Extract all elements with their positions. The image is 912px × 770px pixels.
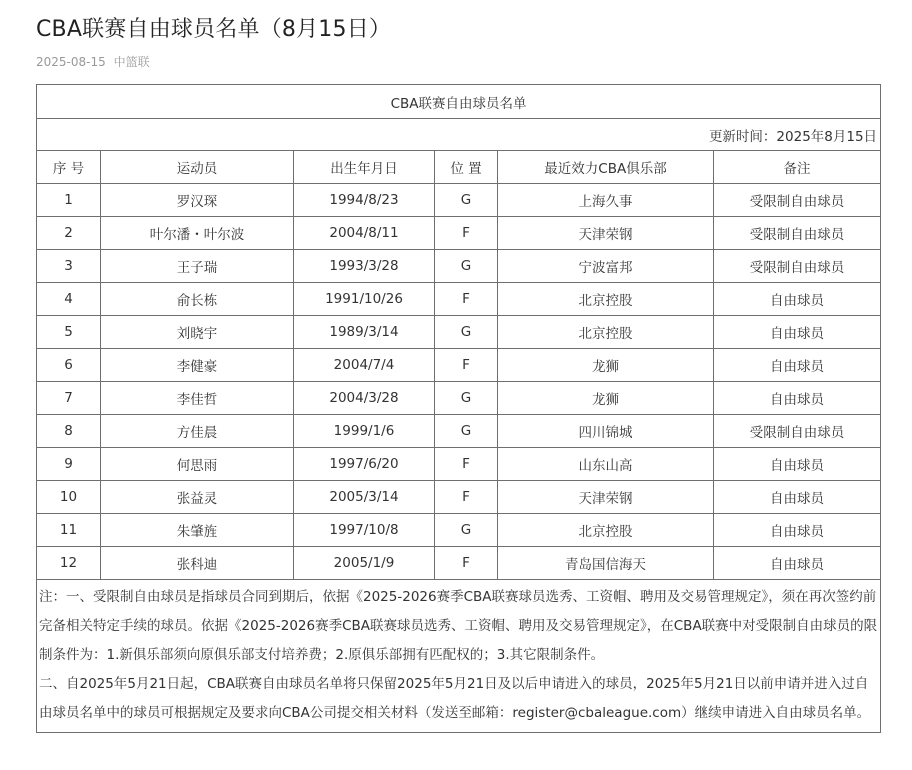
cell-birthdate: 1993/3/28 — [294, 250, 435, 283]
table-row — [37, 316, 881, 349]
cell-last-club: 青岛国信海天 — [498, 547, 714, 580]
cell-player: 张益灵 — [101, 481, 294, 514]
cell-birthdate: 1997/10/8 — [294, 514, 435, 547]
cell-position: G — [435, 382, 498, 415]
table-row — [37, 349, 881, 382]
cell-player: 王子瑞 — [101, 250, 294, 283]
cell-last-club: 北京控股 — [498, 283, 714, 316]
cell-last-club: 北京控股 — [498, 514, 714, 547]
cell-last-club: 龙狮 — [498, 382, 714, 415]
table-row — [37, 382, 881, 415]
note-list-rule: 二、自2025年5月21日起，CBA联赛自由球员名单将只保留2025年5月21日及以后申请进入的球员，2025年5月21日以前申请并进入过自由球员名单中的球员可根据规定及要求向CBA公司提交相关材料（发送至邮箱：register@cbaleague.com）继续申请进入自由球员名单。 — [39, 676, 871, 721]
cell-player: 叶尔潘・叶尔波 — [101, 217, 294, 250]
table-row — [37, 283, 881, 316]
cell-number: 3 — [37, 250, 101, 283]
cell-number: 11 — [37, 514, 101, 547]
table-row — [37, 448, 881, 481]
cell-last-club: 四川锦城 — [498, 415, 714, 448]
table-row — [37, 481, 881, 514]
publish-source: 中篮联 — [113, 55, 150, 69]
table-caption: CBA联赛自由球员名单 — [37, 85, 881, 119]
cell-last-club: 上海久事 — [498, 184, 714, 217]
cell-player: 张科迪 — [101, 547, 294, 580]
cell-birthdate: 1994/8/23 — [294, 184, 435, 217]
cell-last-club: 天津荣钢 — [498, 217, 714, 250]
cell-position: F — [435, 349, 498, 382]
cell-remark: 自由球员 — [714, 349, 881, 382]
cell-remark: 自由球员 — [714, 382, 881, 415]
cell-position: G — [435, 514, 498, 547]
cell-remark: 受限制自由球员 — [714, 184, 881, 217]
column-header-player: 运动员 — [101, 151, 294, 184]
note-restricted-definition: 注：一、受限制自由球员是指球员合同到期后，依据《2025-2026赛季CBA联赛球员选秀、工资帽、聘用及交易管理规定》，须在再次签约前完备相关特定手续的球员。依据《2025-2026赛季CBA联赛球员选秀、工资帽、聘用及交易管理规定》，在CBA联赛中对受限制自由球员的限制条件为：1.新俱乐部须向原俱乐部支付培养费；2.原俱乐部拥有匹配权的；3.其它限制条件。 — [39, 589, 878, 663]
cell-player: 方佳晨 — [101, 415, 294, 448]
cell-position: G — [435, 415, 498, 448]
article-meta — [36, 53, 150, 70]
table-row — [37, 250, 881, 283]
cell-player: 李佳哲 — [101, 382, 294, 415]
cell-birthdate: 1997/6/20 — [294, 448, 435, 481]
cell-number: 2 — [37, 217, 101, 250]
cell-birthdate: 2004/8/11 — [294, 217, 435, 250]
cell-number: 8 — [37, 415, 101, 448]
column-header-last-club: 最近效力CBA俱乐部 — [498, 151, 714, 184]
cell-position: F — [435, 283, 498, 316]
table-row — [37, 514, 881, 547]
publish-date: 2025-08-15 — [36, 55, 106, 69]
page-title: CBA联赛自由球员名单（8月15日） — [36, 17, 392, 42]
cell-remark: 受限制自由球员 — [714, 217, 881, 250]
table-row — [37, 184, 881, 217]
cell-number: 12 — [37, 547, 101, 580]
column-header-birthdate: 出生年月日 — [294, 151, 435, 184]
cell-birthdate: 2005/1/9 — [294, 547, 435, 580]
cell-position: F — [435, 481, 498, 514]
cell-last-club: 宁波富邦 — [498, 250, 714, 283]
table-header-row — [37, 151, 881, 184]
cell-player: 李健豪 — [101, 349, 294, 382]
column-header-number: 序 号 — [37, 151, 101, 184]
table-row — [37, 217, 881, 250]
update-time: 更新时间：2025年8月15日 — [37, 119, 881, 151]
free-agent-table — [36, 84, 881, 733]
cell-number: 6 — [37, 349, 101, 382]
cell-position: F — [435, 217, 498, 250]
notes-cell — [37, 580, 881, 733]
cell-number: 9 — [37, 448, 101, 481]
cell-remark: 自由球员 — [714, 316, 881, 349]
cell-position: F — [435, 448, 498, 481]
cell-birthdate: 1989/3/14 — [294, 316, 435, 349]
cell-last-club: 北京控股 — [498, 316, 714, 349]
column-header-position: 位 置 — [435, 151, 498, 184]
cell-player: 刘晓宇 — [101, 316, 294, 349]
cell-position: G — [435, 184, 498, 217]
cell-number: 5 — [37, 316, 101, 349]
cell-player: 何思雨 — [101, 448, 294, 481]
cell-number: 4 — [37, 283, 101, 316]
cell-last-club: 天津荣钢 — [498, 481, 714, 514]
cell-player: 朱肇旌 — [101, 514, 294, 547]
cell-remark: 自由球员 — [714, 481, 881, 514]
notes-row — [37, 580, 881, 733]
cell-remark: 自由球员 — [714, 448, 881, 481]
cell-remark: 受限制自由球员 — [714, 415, 881, 448]
column-header-remark: 备注 — [714, 151, 881, 184]
cell-last-club: 山东山高 — [498, 448, 714, 481]
cell-remark: 自由球员 — [714, 283, 881, 316]
cell-position: F — [435, 547, 498, 580]
cell-remark: 受限制自由球员 — [714, 250, 881, 283]
cell-number: 1 — [37, 184, 101, 217]
cell-number: 7 — [37, 382, 101, 415]
cell-birthdate: 2004/3/28 — [294, 382, 435, 415]
cell-birthdate: 2005/3/14 — [294, 481, 435, 514]
cell-number: 10 — [37, 481, 101, 514]
cell-remark: 自由球员 — [714, 547, 881, 580]
cell-last-club: 龙狮 — [498, 349, 714, 382]
cell-birthdate: 2004/7/4 — [294, 349, 435, 382]
cell-birthdate: 1999/1/6 — [294, 415, 435, 448]
cell-position: G — [435, 250, 498, 283]
cell-player: 罗汉琛 — [101, 184, 294, 217]
cell-birthdate: 1991/10/26 — [294, 283, 435, 316]
cell-player: 俞长栋 — [101, 283, 294, 316]
table-row — [37, 415, 881, 448]
table-row — [37, 547, 881, 580]
cell-remark: 自由球员 — [714, 514, 881, 547]
cell-position: G — [435, 316, 498, 349]
